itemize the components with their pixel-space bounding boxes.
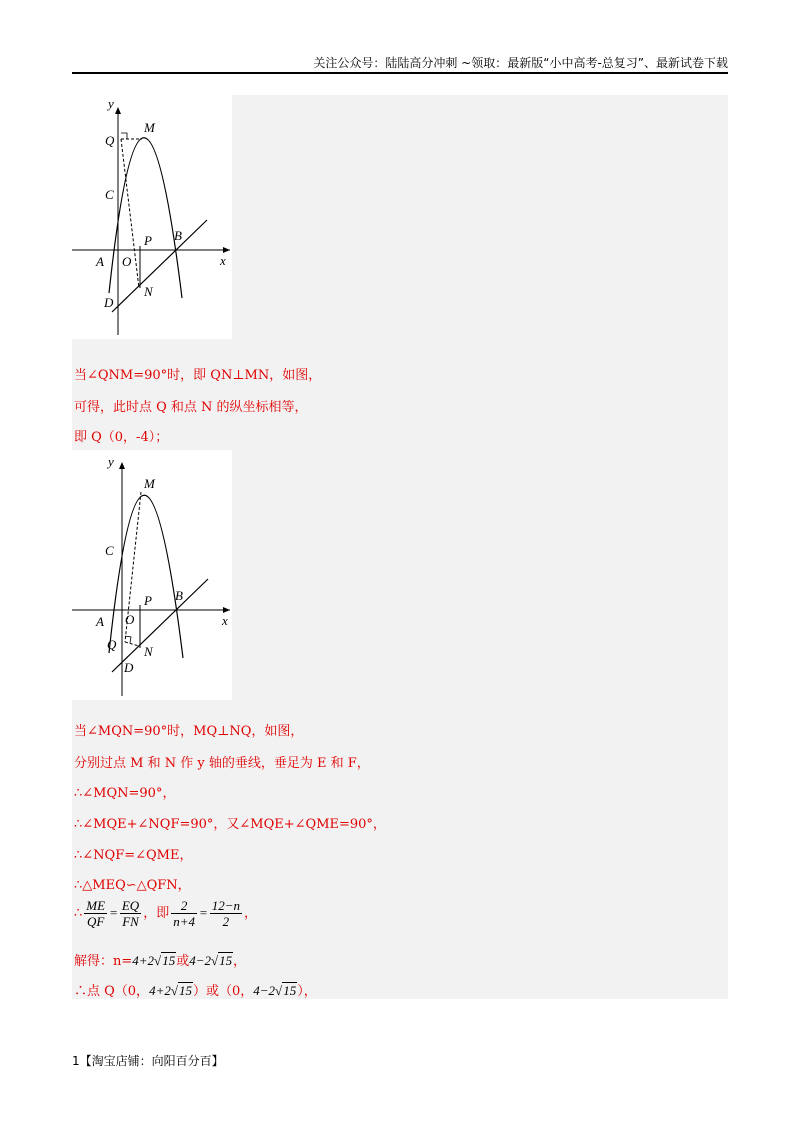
- label-c: C: [105, 543, 114, 558]
- label-y: y: [108, 454, 114, 469]
- text-line-4: 当∠MQN=90°时，MQ⊥NQ，如图，: [74, 724, 304, 739]
- page-header: 关注公众号：陆陆高分冲刺 ~领取：最新版“小中高考-总复习”、最新试卷下载: [313, 56, 728, 70]
- value-1: 4+2√15: [132, 953, 176, 968]
- label-p: P: [144, 233, 152, 248]
- fraction-12n-2: $\frac{12-n}{2}$: [211, 898, 241, 929]
- label-d: D: [104, 295, 114, 310]
- label-b: B: [174, 228, 182, 243]
- label-o: O: [125, 612, 135, 627]
- page-footer: 1【淘宝店铺：向阳百分百】: [72, 1054, 224, 1068]
- label-y: y: [108, 96, 114, 111]
- label-q: Q: [107, 637, 117, 652]
- text-line-3: 即 Q（0，-4）；: [74, 430, 169, 445]
- label-m: M: [144, 120, 155, 135]
- text-line-5: 分别过点 M 和 N 作 y 轴的垂线，垂足为 E 和 F，: [74, 756, 370, 771]
- parabola: [109, 495, 183, 658]
- label-n: N: [144, 284, 153, 299]
- text-line-12: ∴点 Q（0，4+2√15）或（0，4−2√15），: [74, 983, 317, 999]
- value-2: 4−2√15: [189, 953, 233, 968]
- label-x: x: [220, 253, 226, 268]
- figure-1: [72, 95, 232, 339]
- label-n: N: [144, 644, 153, 659]
- therefore-symbol: ∴: [74, 906, 83, 921]
- q-value-2: 4−2√15: [253, 983, 297, 998]
- text-line-11: 解得：n=4+2√15或4−2√15，: [74, 953, 247, 969]
- text-line-7: ∴∠MQE+∠NQF=90°，又∠MQE+∠QME=90°，: [74, 817, 386, 832]
- fraction-eq-fn: $\frac{EQ}{FN}$: [121, 898, 140, 929]
- label-a: A: [96, 614, 104, 629]
- text-line-9: ∴△MEQ∽△QFN，: [74, 878, 191, 893]
- text-line-1: 当∠QNM=90°时，即 QN⊥MN，如图，: [74, 368, 322, 383]
- text-line-10: ∴ $\frac{ME}{QF}$ = $\frac{EQ}{FN}$ ，即 $\frac{2}{n+4}$ = $\frac{12-n}{2}$ ，: [74, 898, 258, 929]
- text-line-6: ∴∠MQN=90°，: [74, 786, 176, 801]
- label-q: Q: [105, 133, 115, 148]
- right-angle-mark: [121, 133, 127, 139]
- header-rule: [72, 72, 728, 74]
- y-axis-arrow: [115, 107, 121, 114]
- text-line-8: ∴∠NQF=∠QME，: [74, 848, 193, 863]
- dashed-qn: [125, 642, 139, 646]
- label-m: M: [144, 476, 155, 491]
- fraction-2-n4: $\frac{2}{n+4}$: [173, 898, 195, 929]
- figure-2: [72, 450, 232, 700]
- label-a: A: [96, 254, 104, 269]
- figure-2-graph: [72, 450, 232, 700]
- y-axis-arrow: [119, 462, 125, 469]
- label-d: D: [124, 660, 134, 675]
- label-b: B: [175, 588, 183, 603]
- q-value-1: 4+2√15: [149, 983, 192, 998]
- label-c: C: [105, 187, 114, 202]
- label-p: P: [144, 593, 152, 608]
- parabola: [109, 138, 182, 298]
- fraction-me-qf: $\frac{ME}{QF}$: [86, 898, 106, 929]
- label-o: O: [122, 254, 132, 269]
- label-x: x: [222, 613, 228, 628]
- text-line-2: 可得，此时点 Q 和点 N 的纵坐标相等，: [74, 400, 308, 415]
- figure-1-graph: [72, 95, 232, 339]
